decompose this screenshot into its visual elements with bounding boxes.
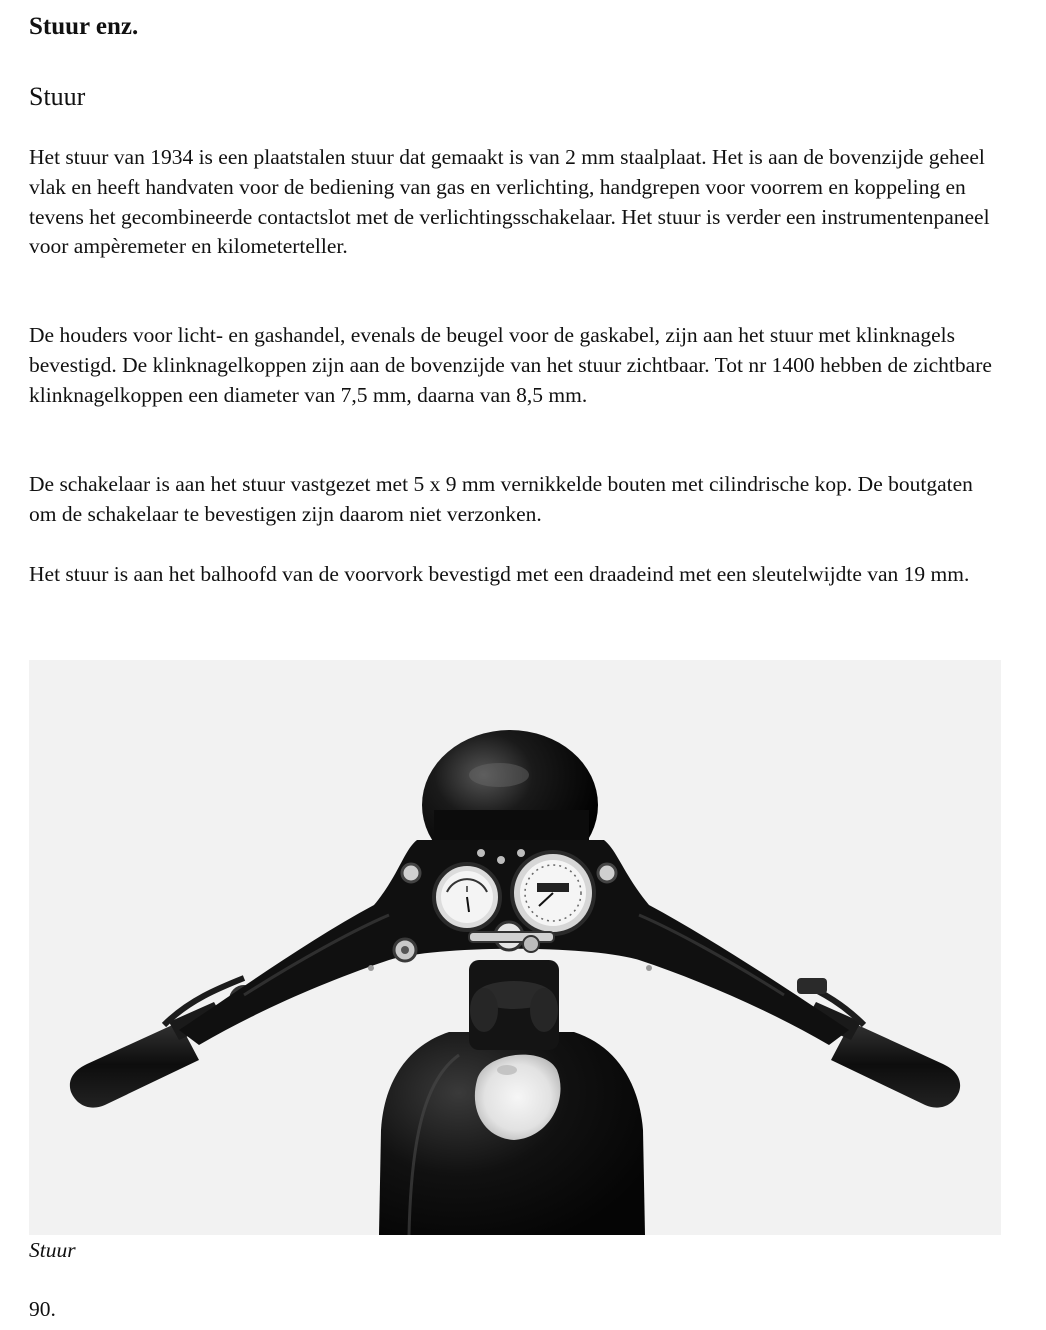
paragraph-2: De houders voor licht- en gashandel, evenals de beugel voor de gaskabel, zijn aan het stuur met klinknagels bevestigd. De klinknagelkoppen zijn aan de bovenzijde van het stuur zichtbaar. Tot nr 1400 hebben de zichtbare klinknagelkoppen een diameter van 7,5 mm, daarna van 8,5 mm. xyxy=(29,323,992,407)
handlebar-photo xyxy=(29,660,1001,1235)
handlebar-illustration xyxy=(29,660,1001,1235)
subsection-heading: Stuur xyxy=(29,82,86,111)
paragraph-1: Het stuur van 1934 is een plaatstalen stuur dat gemaakt is van 2 mm staalplaat. Het is aan de bovenzijde geheel vlak en heeft handvaten voor de bediening van gas en verlichting, handgrepen voor voorrem en koppeling en tevens het gecombineerde contactslot met de verlichtingsschakelaar. Het stuur is verder een instrumentenpaneel voor ampèremeter en kilometerteller. xyxy=(29,145,990,259)
ammeter-gauge xyxy=(434,864,500,930)
paragraph-4: Het stuur is aan het balhoofd van de voorvork bevestigd met een draadeind met een sleutelwijdte van 19 mm. xyxy=(29,562,970,586)
paragraph-3: De schakelaar is aan het stuur vastgezet met 5 x 9 mm vernikkelde bouten met cilindrische kop. De boutgaten om de schakelaar te bevestigen zijn daarom niet verzonken. xyxy=(29,472,973,526)
section-heading: Stuur enz. xyxy=(29,13,139,40)
figure-caption: Stuur xyxy=(29,1238,76,1262)
speedometer-gauge xyxy=(512,852,594,934)
steering-stem xyxy=(469,960,559,1050)
page-number: 90. xyxy=(29,1297,56,1321)
